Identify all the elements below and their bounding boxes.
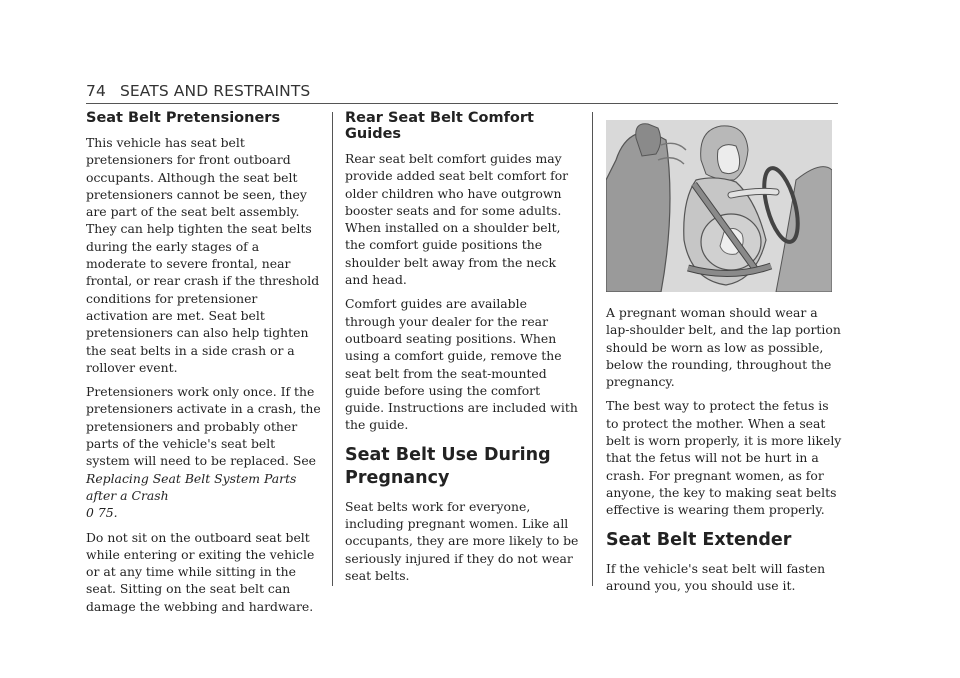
cross-reference-link[interactable]: Replacing Seat Belt System Parts after a Crash bbox=[86, 470, 297, 503]
column-divider-2 bbox=[592, 112, 593, 586]
paragraph-pregnant-lap-shoulder: A pregnant woman should wear a lap-shoulder belt, and the lap portion should be worn as low as possible, below the rounding, throughout the pregnancy. bbox=[606, 305, 841, 390]
paragraph-pretensioners-intro: This vehicle has seat belt pretensioners for front outboard occupants. Although the seat belt pretensioners cannot be seen, they are part of the seat belt assembly. They can help tighten the seat belts during the early stages of a moderate to severe frontal, near frontal, or rear crash if the threshold conditions for pretensioner activation are met. Seat belt pretensioners can also help tighten the seat belts in a side crash or a rollover event. bbox=[86, 135, 320, 375]
page-header bbox=[86, 82, 310, 100]
page-reference[interactable]: 0 75. bbox=[86, 505, 118, 521]
heading-seat-belt-extender: Seat Belt Extender bbox=[606, 529, 792, 550]
column-2 bbox=[345, 110, 581, 591]
paragraph-protect-fetus: The best way to protect the fetus is to protect the mother. When a seat belt is worn properly, it is more likely that the fetus will not be hurt in a crash. For pregnant women, as for anyone, the key to making seat belts effective is wearing them properly. bbox=[606, 398, 842, 518]
paragraph-extender-intro: If the vehicle's seat belt will fasten around you, you should use it. bbox=[606, 560, 826, 593]
paragraph-text: Pretensioners work only once. If the pretensioners activate in a crash, the pretensioners and probably other parts of the vehicle's seat belt system will need to be replaced. See bbox=[86, 384, 321, 469]
heading-seat-belt-pretensioners: Seat Belt Pretensioners bbox=[86, 110, 281, 126]
paragraph-comfort-guides-intro: Rear seat belt comfort guides may provide added seat belt comfort for older children who have outgrown booster seats and for some adults. When installed on a shoulder belt, the comfort guide positions the shoulder belt away from the neck and head. bbox=[345, 151, 569, 288]
pregnant-woman-seatbelt-illustration bbox=[606, 120, 832, 292]
header-rule bbox=[86, 103, 838, 104]
page-number: 74 bbox=[86, 82, 106, 100]
section-title: SEATS AND RESTRAINTS bbox=[119, 82, 311, 100]
paragraph-pretensioners-once bbox=[86, 383, 322, 521]
paragraph-comfort-guides-dealer: Comfort guides are available through your dealer for the rear outboard seating positions. When using a comfort guide, remove the seat belt from the seat-mounted guide before using the comfort guide. Instructions are included with the guide. bbox=[345, 296, 578, 433]
paragraph-do-not-sit: Do not sit on the outboard seat belt while entering or exiting the vehicle or at any time while sitting in the seat. Sitting on the seat belt can damage the webbing and hardware. bbox=[86, 529, 315, 614]
column-divider-1 bbox=[332, 112, 333, 586]
paragraph-pregnancy-intro: Seat belts work for everyone, including pregnant women. Like all occupants, they are more likely to be seriously injured if they do not wear seat belts. bbox=[345, 498, 579, 583]
heading-rear-comfort-guides: Rear Seat Belt Comfort Guides bbox=[345, 110, 534, 142]
column-1 bbox=[86, 110, 322, 622]
heading-pregnancy: Seat Belt Use During Pregnancy bbox=[345, 444, 551, 488]
column-3 bbox=[606, 110, 842, 601]
